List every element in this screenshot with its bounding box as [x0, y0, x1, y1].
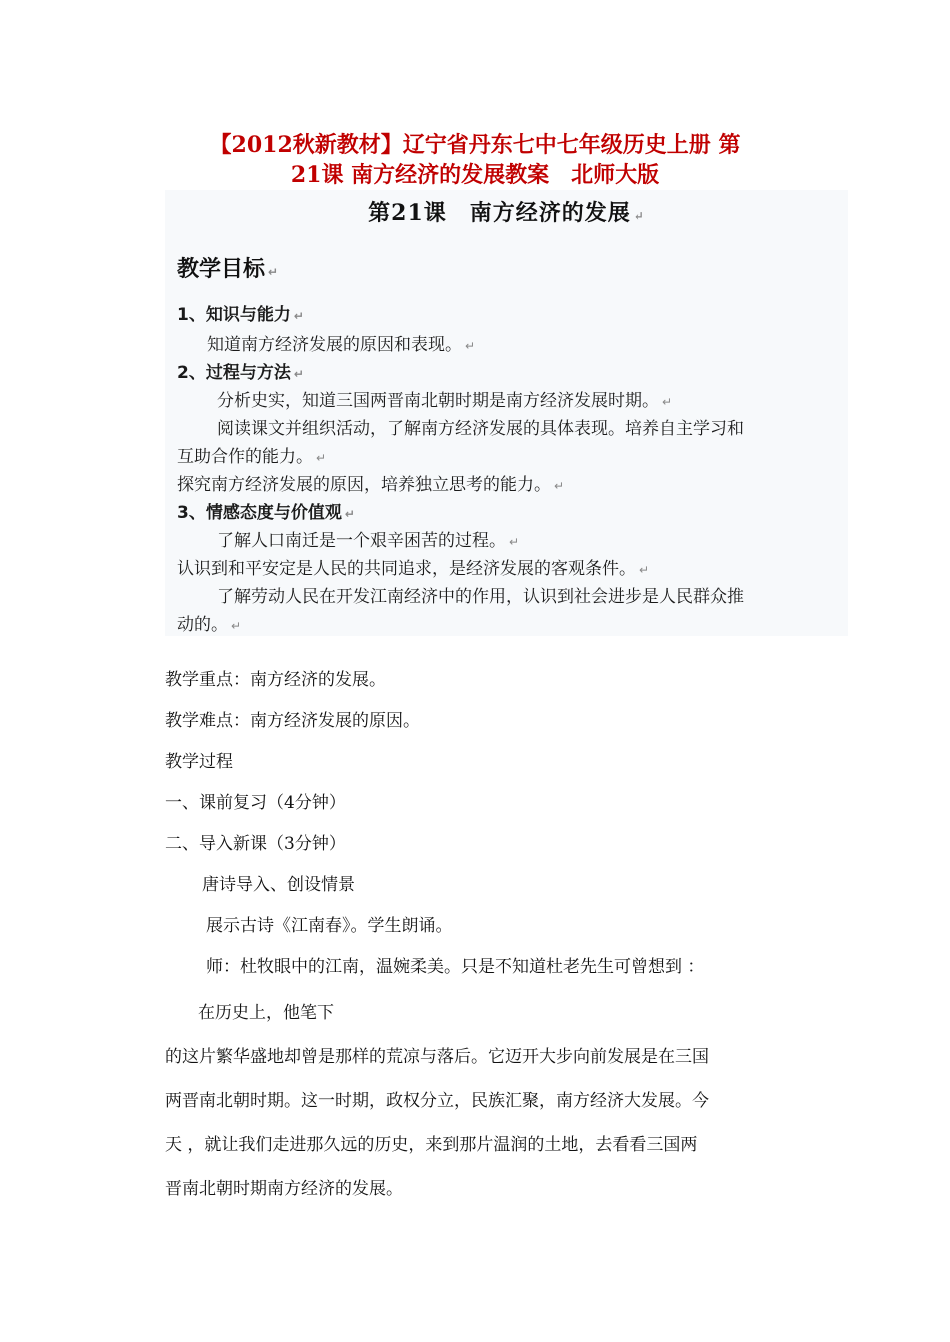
- paragraph-line: 两晋南北朝时期。这一时期，政权分立，民族汇聚，南方经济大发展。今: [165, 1091, 709, 1111]
- goal-line: 了解劳动人民在开发江南经济中的作用，认识到社会进步是人民群众推: [217, 587, 744, 607]
- paragraph-line: 唐诗导入、创设情景: [202, 875, 355, 895]
- paragraph-line: 师：杜牧眼中的江南，温婉柔美。只是不知道杜老先生可曾想到 ：: [206, 957, 705, 977]
- paragraph-line: 天 ，就让我们走进那久远的历史，来到那片温润的土地，去看看三国两: [165, 1135, 698, 1155]
- document-title-line-2: 21课 南方经济的发展教案 北师大版: [290, 162, 660, 188]
- teaching-difficulty: 教学难点：南方经济发展的原因。: [165, 711, 420, 731]
- goal-line: 认识到和平安定是人民的共同追求，是经济发展的客观条件。 ↵: [177, 559, 650, 579]
- goal-line: 分析史实，知道三国两晋南北朝时期是南方经济发展时期。 ↵: [217, 391, 673, 411]
- lesson-title: 第21课 南方经济的发展 ↵: [368, 200, 645, 226]
- goal-line: 动的。 ↵: [177, 615, 242, 635]
- goal-section-knowledge: 1、知识与能力 ↵: [177, 305, 304, 325]
- teaching-goals-heading: 教学目标 ↵: [177, 257, 279, 282]
- teaching-process-heading: 教学过程: [165, 752, 233, 772]
- embedded-lesson-image: [165, 190, 848, 636]
- document-title: [160, 130, 790, 190]
- goal-line: 知道南方经济发展的原因和表现。 ↵: [207, 335, 476, 355]
- document-title-line-1: 【2012秋新教材】辽宁省丹东七中七年级历史上册 第: [209, 132, 741, 158]
- goal-section-process: 2、过程与方法 ↵: [177, 363, 304, 383]
- paragraph-line: 展示古诗《江南春》。学生朗诵。: [206, 916, 453, 936]
- goal-section-attitude: 3、情感态度与价值观 ↵: [177, 503, 355, 523]
- paragraph-line: 的这片繁华盛地却曾是那样的荒凉与落后。它迈开大步向前发展是在三国: [165, 1047, 709, 1067]
- goal-line: 互助合作的能力。 ↵: [177, 447, 327, 467]
- paragraph-line: 在历史上，他笔下: [198, 1003, 334, 1023]
- section-introduction: 二、导入新课（3分钟）: [165, 834, 346, 854]
- paragraph-line: 晋南北朝时期南方经济的发展。: [165, 1179, 403, 1199]
- section-review: 一、课前复习（4分钟）: [165, 793, 346, 813]
- teaching-focus: 教学重点：南方经济的发展。: [165, 670, 386, 690]
- goal-line: 探究南方经济发展的原因，培养独立思考的能力。 ↵: [177, 475, 565, 495]
- goal-line: 了解人口南迁是一个艰辛困苦的过程。 ↵: [217, 531, 520, 551]
- goal-line: 阅读课文并组织活动，了解南方经济发展的具体表现。培养自主学习和: [217, 419, 744, 439]
